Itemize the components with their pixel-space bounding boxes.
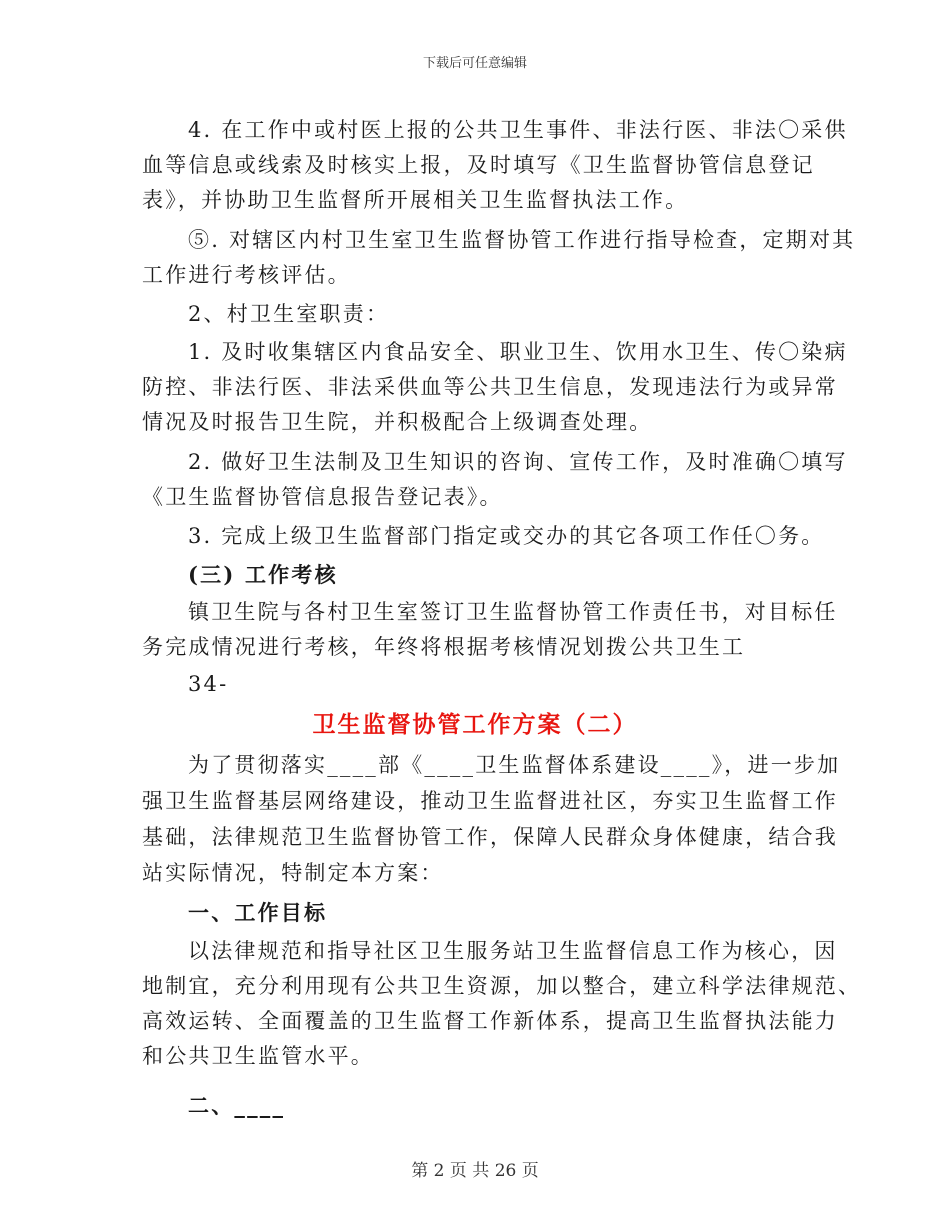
page-header: 下载后可任意编辑: [422, 56, 527, 71]
page-marker: 34-: [188, 672, 229, 696]
paragraph-line: 站实际情况，特制定本方案：: [142, 861, 444, 885]
paragraph-line: 基础，法律规范卫生监督协管工作，保障人民群众身体健康，结合我: [142, 825, 838, 849]
section-heading: (三) 工作考核: [188, 562, 338, 587]
paragraph-line: 表》，并协助卫生监督所开展相关卫生监督执法工作。: [142, 188, 689, 212]
paragraph-line: 2. 做好卫生法制及卫生知识的咨询、宣传工作，及时准确〇填写: [188, 450, 848, 474]
paragraph-line: 血等信息或线索及时核实上报，及时填写《卫生监督协管信息登记: [142, 153, 815, 177]
paragraph-line: 高效运转、全面覆盖的卫生监督工作新体系，提高卫生监督执法能力: [142, 1009, 838, 1033]
page-footer: 第 2 页 共 26 页: [411, 1161, 539, 1181]
paragraph-line: 以法律规范和指导社区卫生服务站卫生监督信息工作为核心，因: [188, 939, 838, 963]
paragraph-line: 情况及时报告卫生院，并积极配合上级调查处理。: [142, 410, 653, 434]
section-heading: 二、____: [188, 1093, 286, 1118]
paragraph-line: 1. 及时收集辖区内食品安全、职业卫生、饮用水卫生、传〇染病: [188, 340, 848, 364]
paragraph-line: 镇卫生院与各村卫生室签订卫生监督协管工作责任书，对目标任: [188, 600, 838, 624]
paragraph-line: 地制宜，充分利用现有公共卫生资源，加以整合，建立科学法律规范、: [142, 974, 862, 998]
paragraph-line: 强卫生监督基层网络建设，推动卫生监督进社区，夯实卫生监督工作: [142, 789, 838, 813]
paragraph-line: 4. 在工作中或村医上报的公共卫生事件、非法行医、非法〇采供: [188, 118, 848, 142]
paragraph-line: 《卫生监督协管信息报告登记表》。: [142, 485, 503, 509]
section-heading: 一、工作目标: [188, 900, 328, 925]
paragraph-line: ⑤. 对辖区内村卫生室卫生监督协管工作进行指导检查，定期对其: [188, 228, 856, 252]
paragraph-line: 3. 完成上级卫生监督部门指定或交办的其它各项工作任〇务。: [188, 524, 825, 548]
paragraph-line: 和公共卫生监管水平。: [142, 1044, 374, 1068]
paragraph-line: 防控、非法行医、非法采供血等公共卫生信息，发现违法行为或异常: [142, 375, 838, 399]
document-title: 卫生监督协管工作方案（二）: [312, 711, 638, 738]
subsection-heading: 2、村卫生室职责：: [188, 302, 390, 326]
paragraph-line: 务完成情况进行考核，年终将根据考核情况划拨公共卫生工: [142, 635, 746, 659]
paragraph-line: 为了贯彻落实____部《____卫生监督体系建设____》，进一步加: [188, 753, 841, 777]
paragraph-line: 工作进行考核评估。: [142, 263, 351, 287]
